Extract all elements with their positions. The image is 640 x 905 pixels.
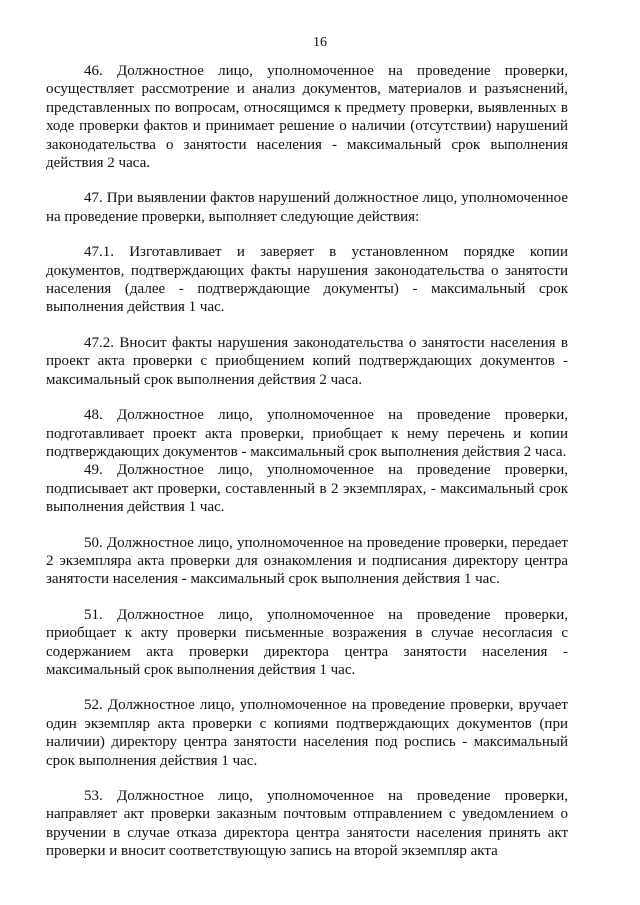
paragraph-49: 49. Должностное лицо, уполномоченное на проведение проверки, подписывает акт проверки, составленный в 2 экземплярах, - максимальный срок выполнения действия 1 час. [46, 462, 568, 516]
paragraph-47: 47. При выявлении фактов нарушений должностное лицо, уполномоченное на проведение проверки, выполняет следующие действия: [46, 190, 568, 225]
page-number: 16 [313, 35, 327, 50]
paragraph-52: 52. Должностное лицо, уполномоченное на проведение проверки, вручает один экземпляр акта проверки с копиями подтверждающих документов (при наличии) директору центра занятости населения под роспись - максимальный срок выполнения действия 1 час. [46, 697, 568, 769]
paragraph-50: 50. Должностное лицо, уполномоченное на проведение проверки, передает 2 экземпляра акта проверки для ознакомления и подписания директору центра занятости населения - максимальный срок выполнения действия 1 час. [46, 534, 568, 588]
document-body [46, 62, 568, 861]
paragraph-53: 53. Должностное лицо, уполномоченное на проведение проверки, направляет акт проверки заказным почтовым отправлением с уведомлением о вручении в случае отказа директора центра занятости населения принять акт проверки и вносит соответствующую запись на второй экземпляр акта [46, 788, 568, 860]
paragraph-48: 48. Должностное лицо, уполномоченное на проведение проверки, подготавливает проект акта проверки, приобщает к нему перечень и копии подтверждающих документов - максимальный срок выполнения действия 2 часа. [46, 407, 568, 460]
paragraph-46: 46. Должностное лицо, уполномоченное на проведение проверки, осуществляет рассмотрение и анализ документов, материалов и разъяснений, представленных по вопросам, относящимся к предмету проверки, выявленных в ходе проверки фактов и принимает решение о наличии (отсутствии) нарушений законодательства о занятости населения - максимальный срок выполнения действия 2 часа. [46, 63, 568, 172]
paragraph-51: 51. Должностное лицо, уполномоченное на проведение проверки, приобщает к акту проверки письменные возражения в случае несогласия с содержанием акта проверки директора центра занятости населения - максимальный срок выполнения действия 1 час. [46, 606, 568, 678]
paragraph-47-2: 47.2. Вносит факты нарушения законодательства о занятости населения в проект акта проверки с приобщением копий подтверждающих документов - максимальный срок выполнения действия 2 часа. [46, 334, 568, 388]
paragraph-47-1: 47.1. Изготавливает и заверяет в установленном порядке копии документов, подтверждающих факты нарушения законодательства о занятости населения (далее - подтверждающие документы) - максимальный срок выполнения действия 1 час. [46, 244, 568, 316]
